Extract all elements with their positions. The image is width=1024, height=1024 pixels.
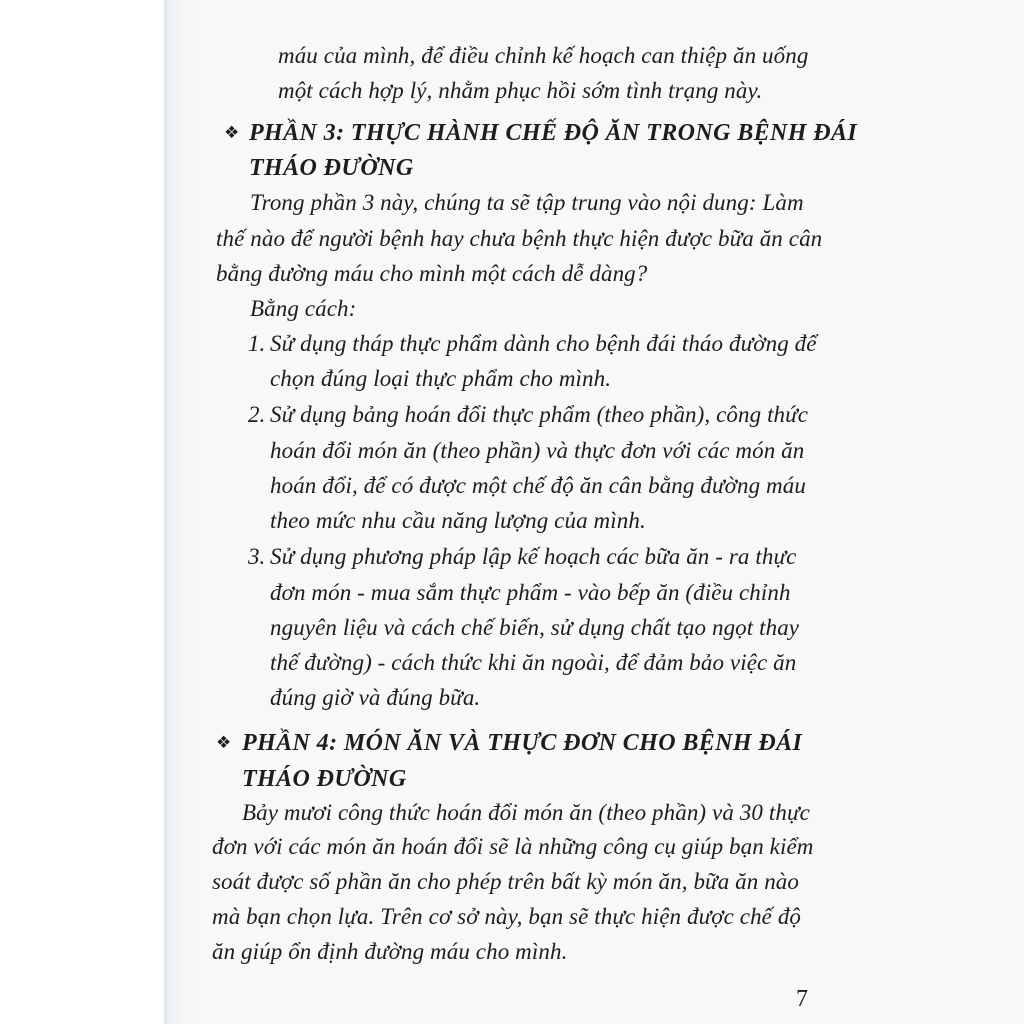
list-item-2-number: 2. [248,402,266,427]
section4-paragraph-line-5: ăn giúp ổn định đường máu cho mình. [212,939,568,964]
section3-paragraph-line-1: Trong phần 3 này, chúng ta sẽ tập trung vào nội dung: Làm [250,190,804,215]
list-item-3-number: 3. [248,544,266,569]
page-gutter [0,0,164,1024]
list-item-2-line-2: hoán đổi món ăn (theo phần) và thực đơn với các món ăn [270,438,805,463]
list-item-1-line-2: chọn đúng loại thực phẩm cho mình. [270,366,612,391]
list-item-2-line-4: theo mức nhu cầu năng lượng của mình. [270,508,646,533]
section4-title-line-2: THÁO ĐƯỜNG [242,766,407,792]
section4-bullet-icon: ❖ [216,733,232,753]
list-item-1-line-1: Sử dụng tháp thực phẩm dành cho bệnh đái tháo đường để [270,331,817,356]
section4-paragraph-line-1: Bảy mươi công thức hoán đổi món ăn (theo phần) và 30 thực [242,800,810,825]
section4-paragraph-line-4: mà bạn chọn lựa. Trên cơ sở này, bạn sẽ thực hiện được chế độ [212,904,802,929]
section3-paragraph-line-2: thế nào để người bệnh hay chưa bệnh thực hiện được bữa ăn cân [216,226,823,251]
list-item-3-line-2: đơn món - mua sắm thực phẩm - vào bếp ăn (điều chỉnh [270,580,791,605]
page-number: 7 [796,986,808,1012]
section3-title-line-1: PHẦN 3: THỰC HÀNH CHẾ ĐỘ ĂN TRONG BỆNH ĐÁI [249,120,858,146]
list-item-3-line-4: thế đường) - cách thức khi ăn ngoài, để đảm bảo việc ăn [270,650,797,675]
intro-line-2: một cách hợp lý, nhằm phục hồi sớm tình trạng này. [278,78,763,103]
list-item-3-line-3: nguyên liệu và cách chế biến, sử dụng chất tạo ngọt thay [270,615,800,640]
section4-title-line-1: PHẦN 4: MÓN ĂN VÀ THỰC ĐƠN CHO BỆNH ĐÁI [242,730,803,756]
section3-bullet-icon: ❖ [224,123,240,143]
section3-paragraph-line-3: bằng đường máu cho mình một cách dễ dàng? [216,261,648,286]
list-item-2-line-1: Sử dụng bảng hoán đổi thực phẩm (theo phần), công thức [270,402,809,427]
section4-paragraph-line-3: soát được số phần ăn cho phép trên bất kỳ món ăn, bữa ăn nào [212,869,799,894]
intro-line-1: máu của mình, để điều chỉnh kế hoạch can thiệp ăn uống [278,43,809,68]
list-item-3-line-1: Sử dụng phương pháp lập kế hoạch các bữa ăn - ra thực [270,544,797,569]
section4-paragraph-line-2: đơn với các món ăn hoán đổi sẽ là những công cụ giúp bạn kiểm [212,834,814,859]
list-item-3-line-5: đúng giờ và đúng bữa. [270,685,481,710]
list-item-1-number: 1. [248,331,266,356]
list-item-2-line-3: hoán đổi, để có được một chế độ ăn cân bằng đường máu [270,473,806,498]
section3-title-line-2: THÁO ĐƯỜNG [249,155,414,181]
section3-paragraph-line-4: Bằng cách: [250,296,357,321]
book-page [164,0,1024,1024]
